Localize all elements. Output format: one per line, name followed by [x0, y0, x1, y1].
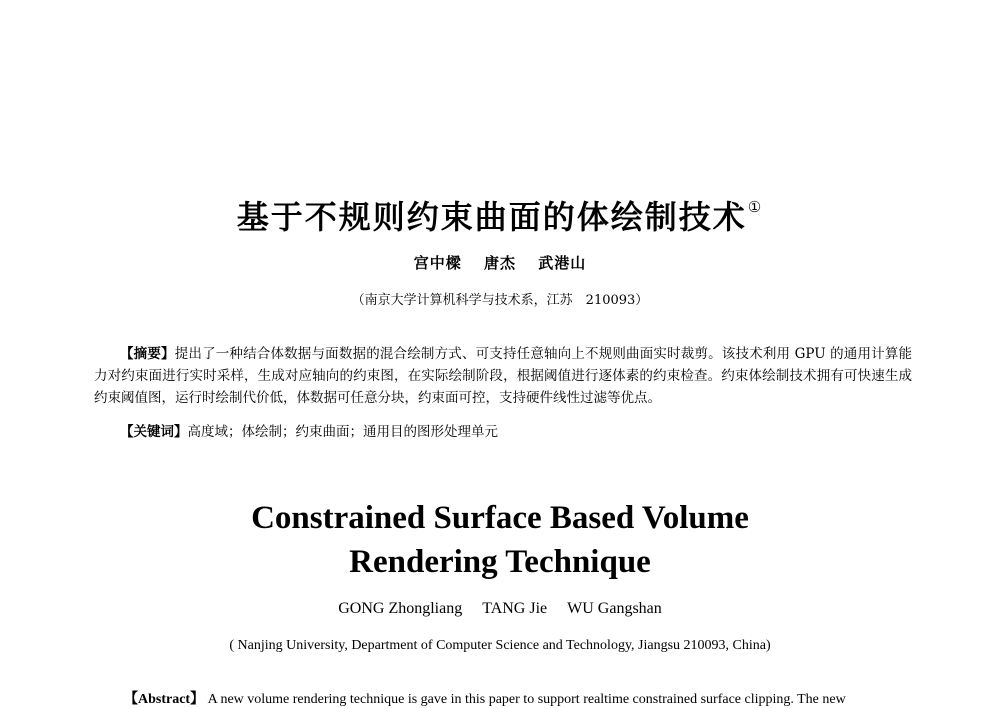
chinese-keywords — [120, 420, 910, 440]
chinese-keywords-text: 高度域；体绘制；约束曲面；通用目的图形处理单元 — [187, 424, 498, 440]
english-authors — [0, 600, 1000, 618]
author-name: 宫中樑 — [413, 254, 462, 272]
english-abstract — [124, 688, 924, 708]
author-name: TANG Jie — [482, 600, 548, 617]
chinese-abstract — [94, 343, 912, 409]
author-name: 武港山 — [538, 254, 587, 272]
author-name: GONG Zhongliang — [338, 600, 463, 617]
english-title-line-1: Constrained Surface Based Volume — [251, 500, 749, 536]
chinese-keywords-label: 【关键词】 — [120, 424, 188, 440]
english-title-line-2: Rendering Technique — [349, 544, 651, 580]
author-name: 唐杰 — [483, 254, 516, 272]
chinese-abstract-label: 【摘要】 — [120, 346, 175, 362]
author-name: WU Gangshan — [567, 600, 662, 617]
chinese-title-text: 基于不规则约束曲面的体绘制技术 — [236, 198, 747, 236]
chinese-authors — [0, 252, 1000, 273]
chinese-title — [0, 192, 1000, 238]
english-abstract-label: 【Abstract】 — [124, 692, 205, 707]
english-affiliation: ( Nanjing University, Department of Computer Science and Technology, Jiangsu 210093, China) — [229, 638, 771, 653]
chinese-affiliation: （南京大学计算机科学与技术系，江苏 210093） — [351, 293, 649, 308]
english-abstract-text: A new volume rendering technique is gave in this paper to support realtime constrained surface clipping. The new — [204, 692, 846, 707]
chinese-abstract-text: 提出了一种结合体数据与面数据的混合绘制方式、可支持任意轴向上不规则曲面实时裁剪。该技术利用 GPU 的通用计算能力对约束面进行实时采样，生成对应轴向的约束图，在实际绘制阶段，根据阈值进行逐体素的约束检查。约束体绘制技术拥有可快速生成约束阈值图，运行时绘制代价低，体数据可任意分块，约束面可控，支持硬件线性过滤等优点。 — [94, 346, 913, 406]
english-title — [0, 496, 1000, 584]
footnote-mark: ① — [747, 198, 764, 216]
